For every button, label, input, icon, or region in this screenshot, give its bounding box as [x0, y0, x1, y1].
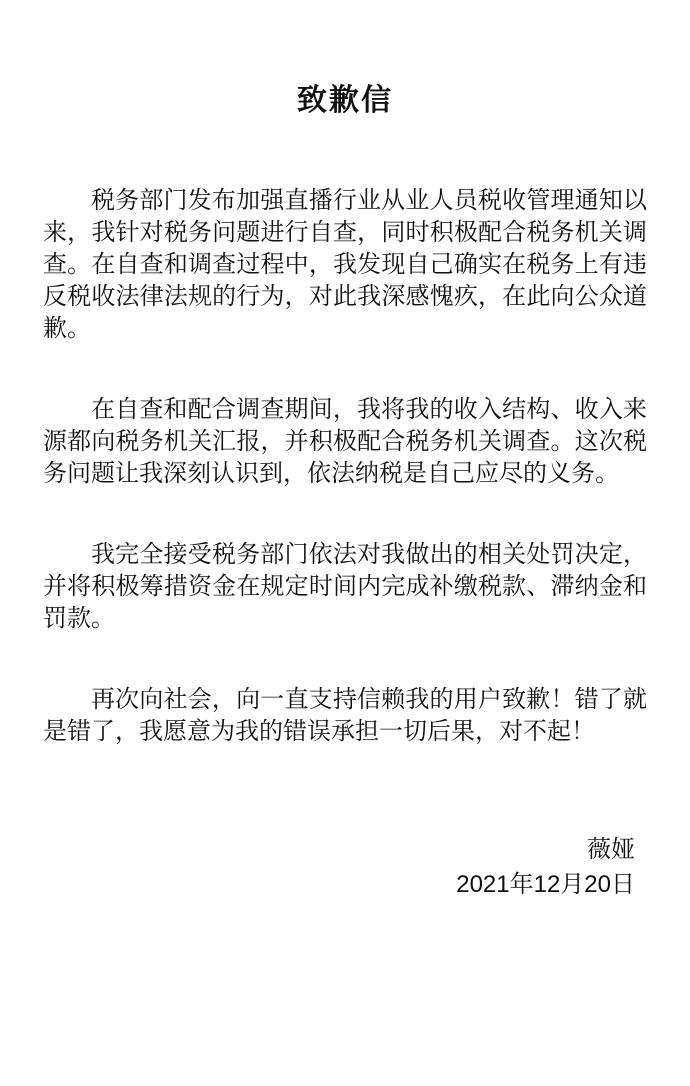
paragraph-1: 税务部门发布加强直播行业从业人员税收管理通知以来，我针对税务问题进行自查，同时积极配合税务机关调查。在自查和调查过程中，我发现自己确实在税务上有违反税收法律法规的行为，对此我深感愧疚，在此向公众道歉。: [43, 187, 647, 342]
signature-block: [43, 832, 647, 902]
apology-letter-document: [0, 86, 690, 1086]
document-title: 致歉信: [297, 84, 393, 117]
paragraph-4: 再次向社会，向一直支持信赖我的用户致歉！错了就是错了，我愿意为我的错误承担一切后果，对不起！: [43, 686, 647, 745]
signature-date: 2021年12月20日: [456, 871, 635, 898]
paragraph-3: 我完全接受税务部门依法对我做出的相关处罚决定，并将积极筹措资金在规定时间内完成补缴税款、滞纳金和罚款。: [43, 541, 647, 632]
signature-name: 薇娅: [587, 836, 635, 863]
paragraph-2: 在自查和配合调查期间，我将我的收入结构、收入来源都向税务机关汇报，并积极配合税务机关调查。这次税务问题让我深刻认识到，依法纳税是自己应尽的义务。: [43, 396, 647, 487]
